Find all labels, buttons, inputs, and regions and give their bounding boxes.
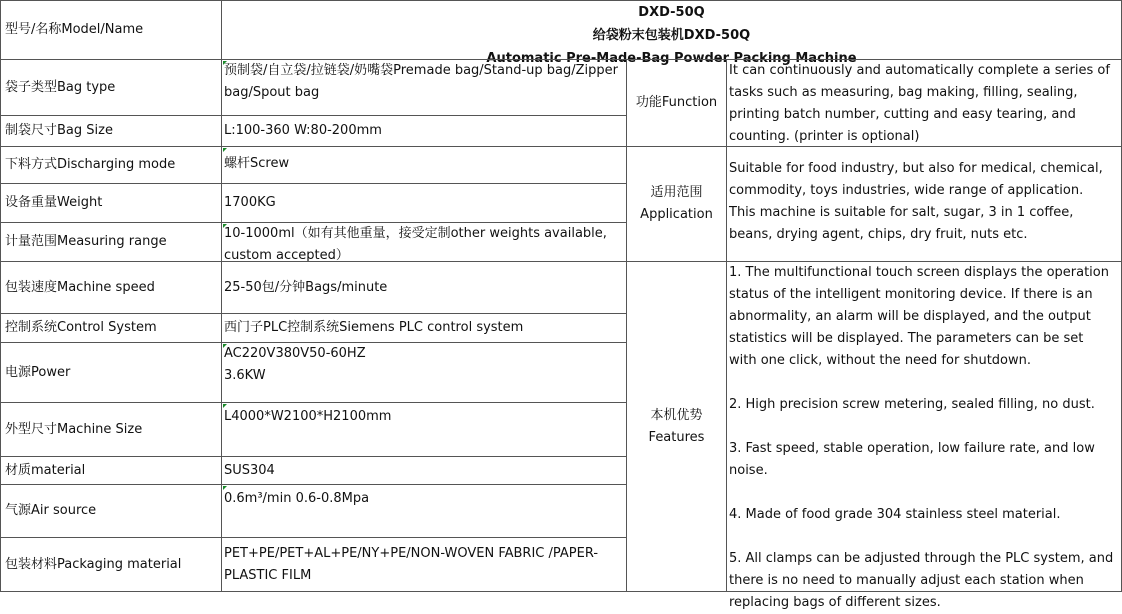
spec-value: SUS304 <box>221 456 627 485</box>
spec-value: 25-50包/分钟Bags/minute <box>221 261 627 314</box>
spec-label: 设备重量Weight <box>0 183 222 223</box>
function-label: 功能Function <box>635 95 718 110</box>
model-code: DXD-50Q <box>638 5 705 20</box>
application-text-cell <box>726 146 1122 262</box>
spec-label: 包装材料Packaging material <box>0 537 222 592</box>
spec-value: 1700KG <box>221 183 627 223</box>
application-text-2: This machine is suitable for salt, sugar, 3 in 1 coffee, beans, drying agent, chips, dry fruit, nuts etc. <box>729 205 1074 242</box>
features-label-cell <box>626 261 727 592</box>
spec-value: L:100-360 W:80-200mm <box>221 115 627 147</box>
application-text-1: Suitable for food industry, but also for medical, chemical, commodity, toys industries, wide range of application. <box>729 161 1103 198</box>
feature-item: 4. Made of food grade 304 stainless steel material. <box>729 507 1061 522</box>
spec-value: 0.6m³/min 0.6-0.8Mpa <box>221 484 627 538</box>
spec-value: 西门子PLC控制系统Siemens PLC control system <box>221 313 627 343</box>
model-name-cn: 给袋粉末包装机DXD-50Q <box>592 28 751 43</box>
spec-label: 气源Air source <box>0 484 222 538</box>
features-label-cn: 本机优势 <box>650 407 703 423</box>
spec-label: 包装速度Machine speed <box>0 261 222 314</box>
spec-value: AC220V380V50-60HZ 3.6KW <box>221 342 627 403</box>
function-label-cell <box>626 59 727 147</box>
spec-value: PET+PE/PET+AL+PE/NY+PE/NON-WOVEN FABRIC /PAPER-PLASTIC FILM <box>221 537 627 592</box>
spec-label: 制袋尺寸Bag Size <box>0 115 222 147</box>
application-label-en: Application <box>640 207 713 222</box>
features-text-cell <box>726 261 1122 610</box>
feature-item: 5. All clamps can be adjusted through the PLC system, and there is no need to manually adjust each station when replacing bags of different sizes. <box>729 551 1114 610</box>
feature-item: 1. The multifunctional touch screen displays the operation status of the intelligent monitoring device. If there is an abnormality, an alarm will be displayed, and the output statistics will be displayed. The parameters can be set with one click, without the need for shutdown. <box>729 265 1109 368</box>
spec-label: 材质material <box>0 456 222 485</box>
header-label-cell <box>0 0 222 60</box>
model-name-en: Automatic Pre-Made-Bag Powder Packing Machine <box>486 51 857 66</box>
spec-label: 下料方式Discharging mode <box>0 146 222 184</box>
application-label-cell <box>626 146 727 262</box>
feature-item: 3. Fast speed, stable operation, low failure rate, and low noise. <box>729 441 1095 478</box>
spec-label: 计量范围Measuring range <box>0 222 222 262</box>
spec-value: L4000*W2100*H2100mm <box>221 402 627 457</box>
spec-label: 袋子类型Bag type <box>0 59 222 116</box>
spec-value: 预制袋/自立袋/拉链袋/奶嘴袋Premade bag/Stand-up bag/Zipper bag/Spout bag <box>221 59 627 116</box>
function-text-cell <box>726 59 1122 147</box>
spec-label: 外型尺寸Machine Size <box>0 402 222 457</box>
header-label: 型号/名称Model/Name <box>5 22 144 37</box>
function-text: It can continuously and automatically complete a series of tasks such as measuring, bag making, filling, sealing, printing batch number, cutting and easy tearing, and counting. (printer is optional) <box>729 63 1110 144</box>
header-title-cell <box>221 0 1122 66</box>
features-label-en: Features <box>648 429 705 445</box>
spec-value: 螺杆Screw <box>221 146 627 184</box>
feature-item: 2. High precision screw metering, sealed filling, no dust. <box>729 397 1095 412</box>
application-label-cn: 适用范围 <box>650 185 703 200</box>
spec-value: 10-1000ml（如有其他重量，接受定制other weights available, custom accepted） <box>221 222 627 262</box>
spec-label: 电源Power <box>0 342 222 403</box>
spec-label: 控制系统Control System <box>0 313 222 343</box>
